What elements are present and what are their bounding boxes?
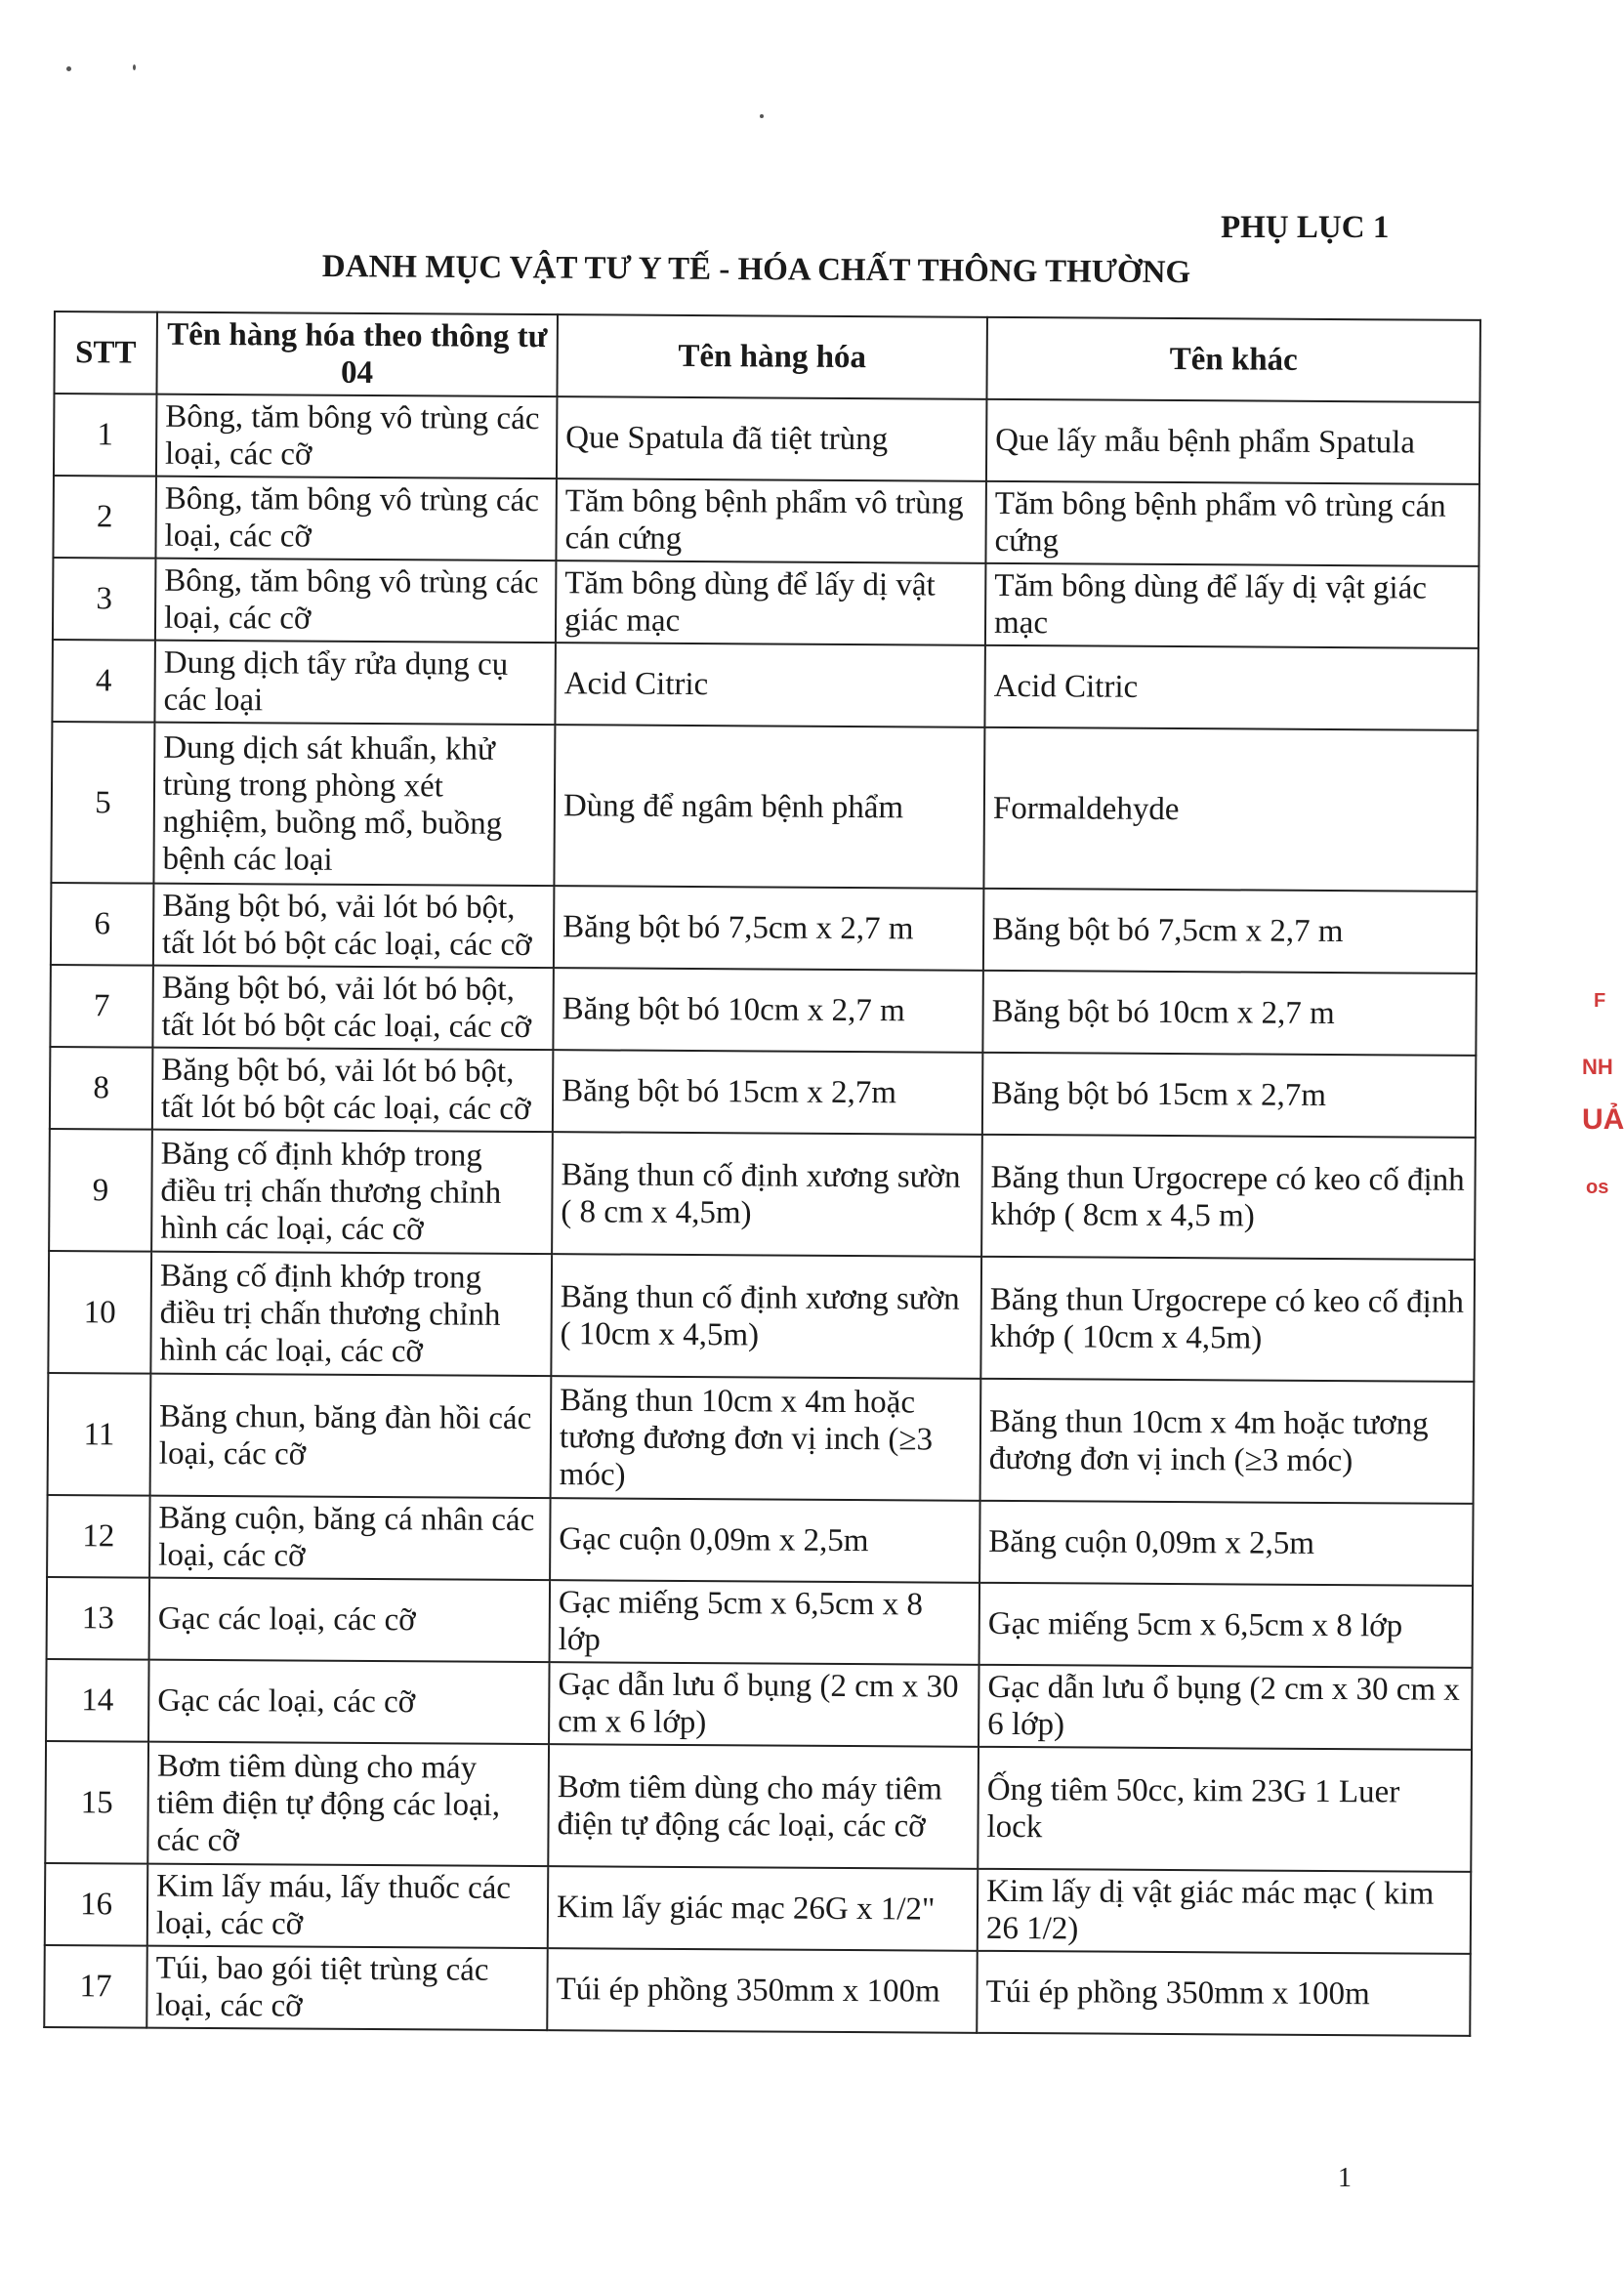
- cell-product-name: Acid Citric: [555, 643, 985, 727]
- cell-product-name: Que Spatula đã tiệt trùng: [557, 396, 987, 481]
- cell-product-name: Gạc dẫn lưu ổ bụng (2 cm x 30 cm x 6 lớp): [549, 1662, 979, 1747]
- cell-circular-name: Gạc các loại, các cỡ: [149, 1578, 551, 1663]
- cell-circular-name: Băng cuộn, băng cá nhân các loại, các cỡ: [149, 1496, 551, 1581]
- scan-speck: [133, 64, 136, 70]
- cell-product-name: Băng bột bó 15cm x 2,7m: [553, 1050, 983, 1135]
- cell-circular-name: Gạc các loại, các cỡ: [148, 1660, 550, 1745]
- cell-circular-name: Băng cố định khớp trong điều trị chấn thương chỉnh hình các loại, các cỡ: [150, 1252, 552, 1377]
- table-row: [51, 722, 1478, 892]
- stamp-fragment: F: [1594, 990, 1606, 1012]
- cell-other-name: Băng thun Urgocrepe có keo cố định khớp ( 8cm x 4,5 m): [981, 1135, 1476, 1260]
- cell-circular-name: Băng bột bó, vải lót bó bột, tất lót bó bột các loại, các cỡ: [152, 1048, 554, 1133]
- table-row: [49, 1129, 1476, 1260]
- cell-other-name: Formaldehyde: [983, 727, 1478, 892]
- cell-stt: 7: [50, 965, 153, 1048]
- cell-circular-name: Băng chun, băng đàn hồi các loại, các cỡ: [150, 1374, 552, 1499]
- cell-other-name: Túi ép phồng 350mm x 100m: [977, 1951, 1471, 2036]
- cell-other-name: Ống tiêm 50cc, kim 23G 1 Luer lock: [978, 1747, 1472, 1872]
- cell-other-name: Kim lấy dị vật giác mác mạc ( kim 26 1/2): [978, 1869, 1472, 1954]
- cell-stt: 6: [51, 883, 154, 966]
- cell-stt: 13: [47, 1577, 150, 1660]
- cell-product-name: Băng thun 10cm x 4m hoặc tương đương đơn vị inch (≥3 móc): [551, 1376, 981, 1501]
- cell-circular-name: Băng bột bó, vải lót bó bột, tất lót bó bột các loại, các cỡ: [153, 884, 555, 969]
- cell-stt: 17: [44, 1945, 147, 2028]
- stamp-fragment: NH: [1582, 1055, 1613, 1079]
- cell-product-name: Tăm bông bệnh phẩm vô trùng cán cứng: [556, 478, 986, 563]
- cell-stt: 5: [51, 722, 154, 884]
- stamp-fragment: UẢ: [1582, 1103, 1624, 1136]
- cell-stt: 1: [54, 394, 157, 477]
- header-stt: STT: [54, 311, 157, 395]
- header-other-name: Tên khác: [986, 317, 1480, 402]
- cell-stt: 14: [46, 1659, 149, 1742]
- table-row: [48, 1373, 1475, 1504]
- cell-circular-name: Bơm tiêm dùng cho máy tiêm điện tự động các loại, các cỡ: [147, 1742, 549, 1867]
- red-stamp-edge: [1580, 967, 1624, 1260]
- cell-stt: 2: [53, 476, 156, 559]
- cell-other-name: Gạc miếng 5cm x 6,5cm x 8 lớp: [979, 1583, 1474, 1668]
- cell-product-name: Túi ép phồng 350mm x 100m: [547, 1948, 978, 2033]
- cell-other-name: Acid Citric: [984, 645, 1478, 730]
- cell-stt: 9: [49, 1129, 152, 1252]
- table-row: [45, 1863, 1471, 1954]
- table-row: [48, 1251, 1475, 1382]
- cell-stt: 4: [52, 640, 155, 723]
- cell-product-name: Dùng để ngâm bệnh phẩm: [554, 725, 984, 889]
- stamp-fragment: os: [1586, 1177, 1609, 1198]
- cell-stt: 15: [45, 1741, 148, 1864]
- cell-other-name: Băng cuộn 0,09m x 2,5m: [979, 1501, 1474, 1586]
- cell-circular-name: Băng cố định khớp trong điều trị chấn thương chỉnh hình các loại, các cỡ: [151, 1130, 553, 1255]
- table-row: [50, 965, 1476, 1056]
- cell-other-name: Que lấy mẫu bệnh phẩm Spatula: [986, 399, 1480, 484]
- cell-other-name: Gạc dẫn lưu ổ bụng (2 cm x 30 cm x 6 lớp): [979, 1665, 1473, 1750]
- cell-other-name: Tăm bông dùng để lấy dị vật giác mạc: [985, 563, 1479, 648]
- scan-speck: [760, 114, 764, 118]
- cell-product-name: Gạc miếng 5cm x 6,5cm x 8 lớp: [550, 1580, 980, 1665]
- appendix-label: PHỤ LỤC 1: [1221, 210, 1390, 245]
- cell-product-name: Kim lấy giác mạc 26G x 1/2": [548, 1866, 979, 1951]
- table-row: [45, 1741, 1472, 1872]
- cell-product-name: Tăm bông dùng để lấy dị vật giác mạc: [556, 561, 986, 645]
- table-row: [51, 883, 1477, 974]
- table-row: [53, 476, 1478, 566]
- cell-stt: 11: [48, 1373, 151, 1496]
- table-row: [52, 640, 1478, 730]
- cell-other-name: Băng bột bó 15cm x 2,7m: [982, 1053, 1477, 1138]
- cell-other-name: Băng bột bó 7,5cm x 2,7 m: [983, 889, 1478, 974]
- cell-product-name: Băng thun cố định xương sườn ( 10cm x 4,5m): [551, 1254, 981, 1379]
- cell-circular-name: Bông, tăm bông vô trùng các loại, các cỡ: [155, 559, 557, 644]
- cell-circular-name: Kim lấy máu, lấy thuốc các loại, các cỡ: [147, 1864, 549, 1949]
- header-product-name: Tên hàng hóa: [557, 314, 987, 399]
- table-row: [50, 1047, 1476, 1138]
- cell-stt: 3: [53, 558, 156, 641]
- cell-stt: 16: [45, 1863, 148, 1946]
- table-row: [54, 394, 1479, 484]
- cell-circular-name: Băng bột bó, vải lót bó bột, tất lót bó bột các loại, các cỡ: [152, 966, 554, 1051]
- table-row: [53, 558, 1478, 648]
- table-header-row: [54, 311, 1479, 402]
- cell-circular-name: Dung dịch sát khuẩn, khử trùng trong phòng xét nghiệm, buồng mổ, buồng bệnh các loại: [153, 723, 555, 887]
- scan-speck: [66, 66, 71, 71]
- supplies-table-container: [43, 311, 1479, 2037]
- header-circular-name: Tên hàng hóa theo thông tư 04: [156, 312, 558, 397]
- cell-other-name: Băng bột bó 10cm x 2,7 m: [982, 971, 1477, 1056]
- supplies-table: [43, 311, 1481, 2037]
- cell-product-name: Gạc cuộn 0,09m x 2,5m: [550, 1498, 980, 1583]
- table-row: [44, 1945, 1470, 2036]
- cell-circular-name: Bông, tăm bông vô trùng các loại, các cỡ: [155, 477, 557, 561]
- cell-circular-name: Dung dịch tẩy rửa dụng cụ các loại: [154, 641, 556, 726]
- table-row: [46, 1659, 1472, 1750]
- cell-circular-name: Túi, bao gói tiệt trùng các loại, các cỡ: [146, 1946, 548, 2031]
- cell-stt: 8: [50, 1047, 153, 1130]
- cell-product-name: Bơm tiêm dùng cho máy tiêm điện tự động các loại, các cỡ: [548, 1744, 979, 1869]
- cell-product-name: Băng bột bó 7,5cm x 2,7 m: [554, 886, 984, 971]
- cell-stt: 10: [48, 1251, 151, 1374]
- cell-product-name: Băng bột bó 10cm x 2,7 m: [553, 968, 983, 1053]
- cell-stt: 12: [47, 1495, 150, 1578]
- page-title: DANH MỤC VẬT TƯ Y TẾ - HÓA CHẤT THÔNG THƯỜNG: [321, 249, 1191, 291]
- cell-circular-name: Bông, tăm bông vô trùng các loại, các cỡ: [156, 395, 558, 479]
- cell-other-name: Băng thun Urgocrepe có keo cố định khớp ( 10cm x 4,5m): [980, 1257, 1475, 1382]
- table-row: [47, 1577, 1473, 1668]
- page-number: 1: [1338, 2163, 1352, 2193]
- cell-product-name: Băng thun cố định xương sườn ( 8 cm x 4,5m): [552, 1132, 982, 1257]
- cell-other-name: Băng thun 10cm x 4m hoặc tương đương đơn vị inch (≥3 móc): [980, 1379, 1475, 1504]
- table-row: [47, 1495, 1473, 1586]
- cell-other-name: Tăm bông bệnh phẩm vô trùng cán cứng: [985, 481, 1479, 566]
